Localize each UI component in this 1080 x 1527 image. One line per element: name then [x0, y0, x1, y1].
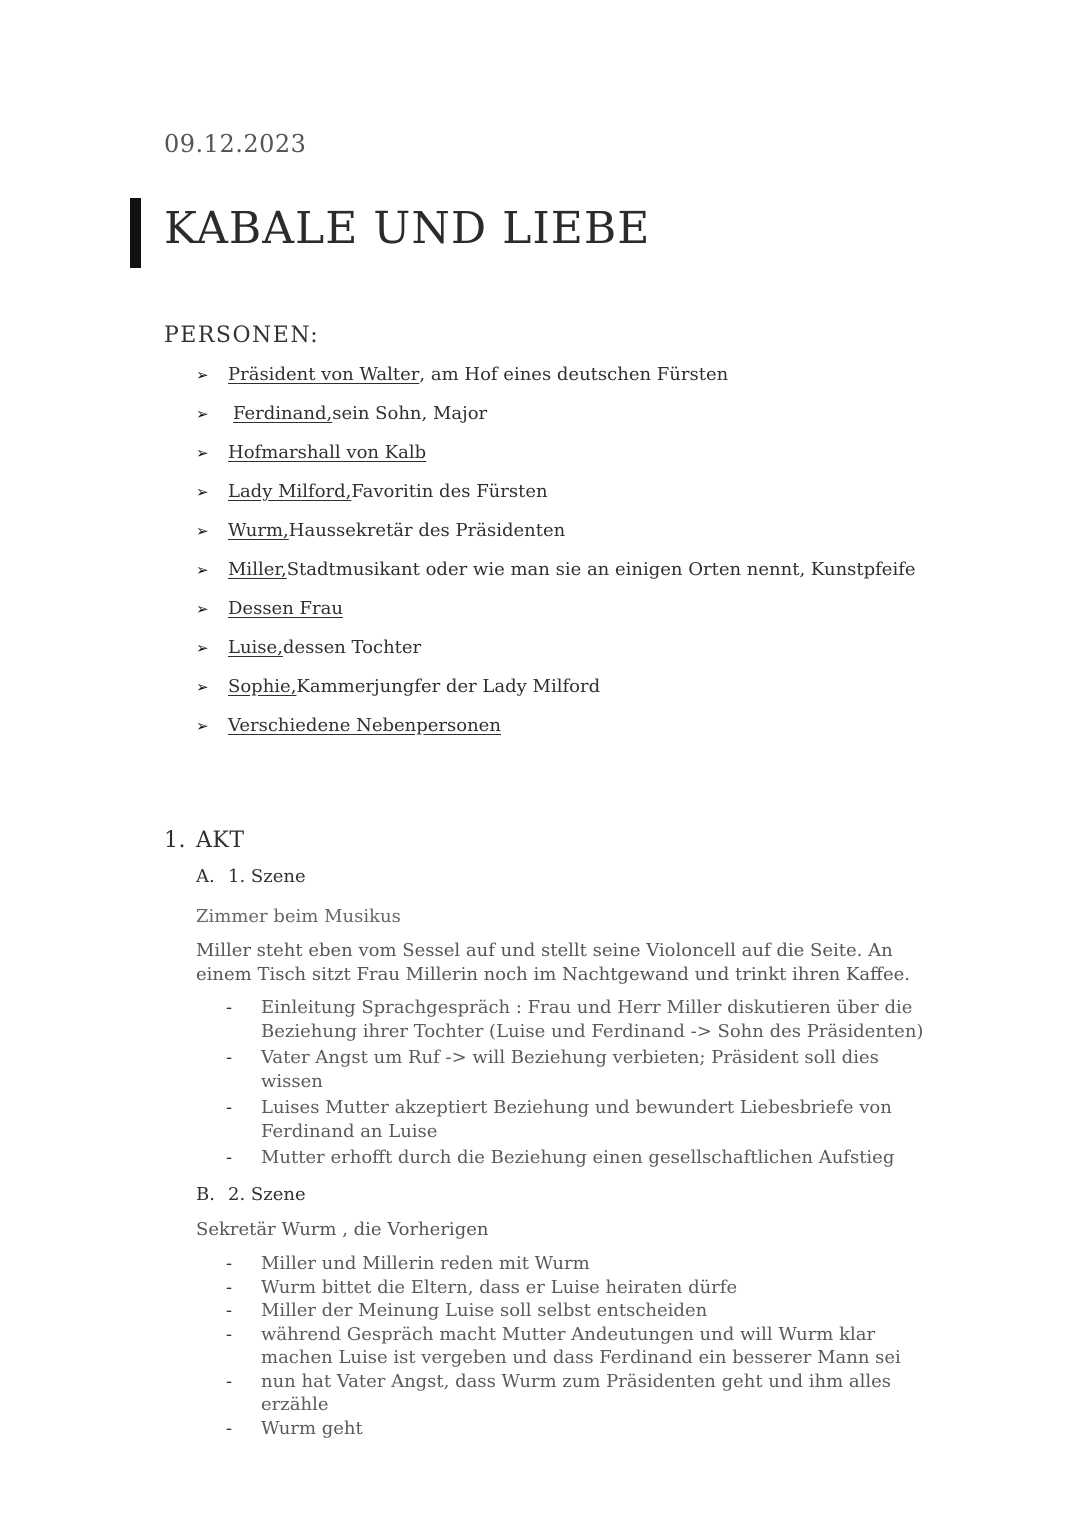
list-item: [196, 394, 916, 433]
persons-heading: PERSONEN:: [164, 323, 320, 348]
arrow-bullet-icon: ➢: [196, 482, 209, 501]
person-name: Dessen Frau: [228, 598, 343, 619]
act-heading: [164, 828, 245, 853]
point-text: Wurm bittet die Eltern, dass er Luise heiraten dürfe: [261, 1276, 738, 1298]
person-description: Stadtmusikant oder wie man sie an einigen Orten nennt, Kunstpfeife: [286, 559, 916, 580]
dash-bullet: -: [226, 997, 233, 1018]
list-item: [196, 628, 916, 667]
persons-list: [196, 355, 916, 745]
person-description: dessen Tochter: [282, 637, 422, 658]
arrow-bullet-icon: ➢: [196, 638, 209, 657]
person-name: Ferdinand,: [233, 403, 333, 424]
dash-bullet: -: [226, 1253, 233, 1274]
point-text: Mutter erhofft durch die Beziehung einen gesellschaftlichen Aufstieg: [261, 1147, 895, 1168]
dash-bullet: -: [226, 1097, 233, 1118]
act-label: AKT: [196, 828, 245, 853]
person-name: Lady Milford,: [228, 481, 352, 502]
person-name: Hofmarshall von Kalb: [228, 442, 427, 463]
list-item: [196, 511, 916, 550]
arrow-bullet-icon: ➢: [196, 599, 209, 618]
person-name: Wurm,: [228, 520, 289, 541]
scene-letter: A.: [196, 866, 215, 887]
arrow-bullet-icon: ➢: [196, 365, 209, 384]
person-description: sein Sohn, Major: [332, 403, 488, 424]
scene-description: Miller steht eben vom Sessel auf und stellt seine Violoncell auf die Seite. An einem Tisch sitzt Frau Millerin noch im Nachtgewand und trinkt ihren Kaffee.: [196, 940, 910, 985]
act-number: 1.: [164, 828, 186, 853]
list-item: [196, 706, 916, 745]
arrow-bullet-icon: ➢: [196, 560, 209, 579]
list-item: [226, 1096, 926, 1143]
list-item: [226, 1417, 926, 1441]
document-title: KABALE UND LIEBE: [164, 203, 651, 254]
list-item: [226, 1146, 926, 1170]
list-item: [196, 589, 916, 628]
list-item: [226, 1252, 926, 1276]
person-description: Kammerjungfer der Lady Milford: [296, 676, 601, 697]
dash-bullet: -: [226, 1147, 233, 1168]
arrow-bullet-icon: ➢: [196, 716, 209, 735]
scene-letter: B.: [196, 1184, 215, 1205]
point-text: nun hat Vater Angst, dass Wurm zum Präsidenten geht und ihm alles erzähle: [261, 1370, 892, 1415]
scene-heading: [196, 1184, 306, 1205]
list-item: [226, 1370, 926, 1417]
person-name: Präsident von Walter: [228, 364, 420, 385]
list-item: [196, 472, 916, 511]
person-name: Miller,: [228, 559, 287, 580]
person-description: Favoritin des Fürsten: [351, 481, 548, 502]
point-text: Miller der Meinung Luise soll selbst entscheiden: [261, 1300, 708, 1321]
dash-bullet: -: [226, 1417, 233, 1439]
person-description: , am Hof eines deutschen Fürsten: [419, 364, 729, 385]
scene-points: [226, 1252, 926, 1440]
scene-setting: Zimmer beim Musikus: [196, 906, 401, 927]
scene-points: [226, 996, 926, 1173]
list-item: [196, 433, 916, 472]
list-item: [226, 1276, 926, 1300]
list-item: [226, 996, 926, 1043]
point-text: Luises Mutter akzeptiert Beziehung und bewundert Liebesbriefe von Ferdinand an Luise: [261, 1097, 892, 1142]
list-item: [196, 667, 916, 706]
dash-bullet: -: [226, 1047, 233, 1068]
title-accent-bar: [130, 198, 141, 268]
arrow-bullet-icon: ➢: [196, 404, 209, 423]
list-item: [226, 1046, 926, 1093]
person-name: Sophie,: [228, 676, 297, 697]
arrow-bullet-icon: ➢: [196, 443, 209, 462]
point-text: Vater Angst um Ruf -> will Beziehung verbieten; Präsident soll dies wissen: [261, 1047, 879, 1092]
list-item: [226, 1299, 926, 1323]
person-name: Luise,: [228, 637, 283, 658]
scene-setting: Sekretär Wurm , die Vorherigen: [196, 1219, 489, 1240]
list-item: [226, 1323, 926, 1370]
point-text: Wurm geht: [261, 1417, 363, 1439]
arrow-bullet-icon: ➢: [196, 677, 209, 696]
scene-label: 1. Szene: [228, 866, 306, 887]
point-text: während Gespräch macht Mutter Andeutungen und will Wurm klar machen Luise ist vergeben und dass Ferdinand ein besserer Mann sei: [261, 1323, 901, 1368]
list-item: [196, 355, 916, 394]
person-description: Haussekretär des Präsidenten: [288, 520, 566, 541]
dash-bullet: -: [226, 1370, 233, 1392]
person-name: Verschiedene Nebenpersonen: [228, 715, 501, 736]
scene-label: 2. Szene: [228, 1184, 306, 1205]
list-item: [196, 550, 916, 589]
document-date: 09.12.2023: [164, 130, 307, 158]
scene-heading: [196, 866, 306, 887]
point-text: Miller und Millerin reden mit Wurm: [261, 1253, 590, 1274]
arrow-bullet-icon: ➢: [196, 521, 209, 540]
dash-bullet: -: [226, 1323, 233, 1345]
point-text: Einleitung Sprachgespräch : Frau und Herr Miller diskutieren über die Beziehung ihrer Tochter (Luise und Ferdinand -> Sohn des Präsidenten): [261, 997, 924, 1042]
dash-bullet: -: [226, 1276, 233, 1298]
dash-bullet: -: [226, 1300, 233, 1321]
